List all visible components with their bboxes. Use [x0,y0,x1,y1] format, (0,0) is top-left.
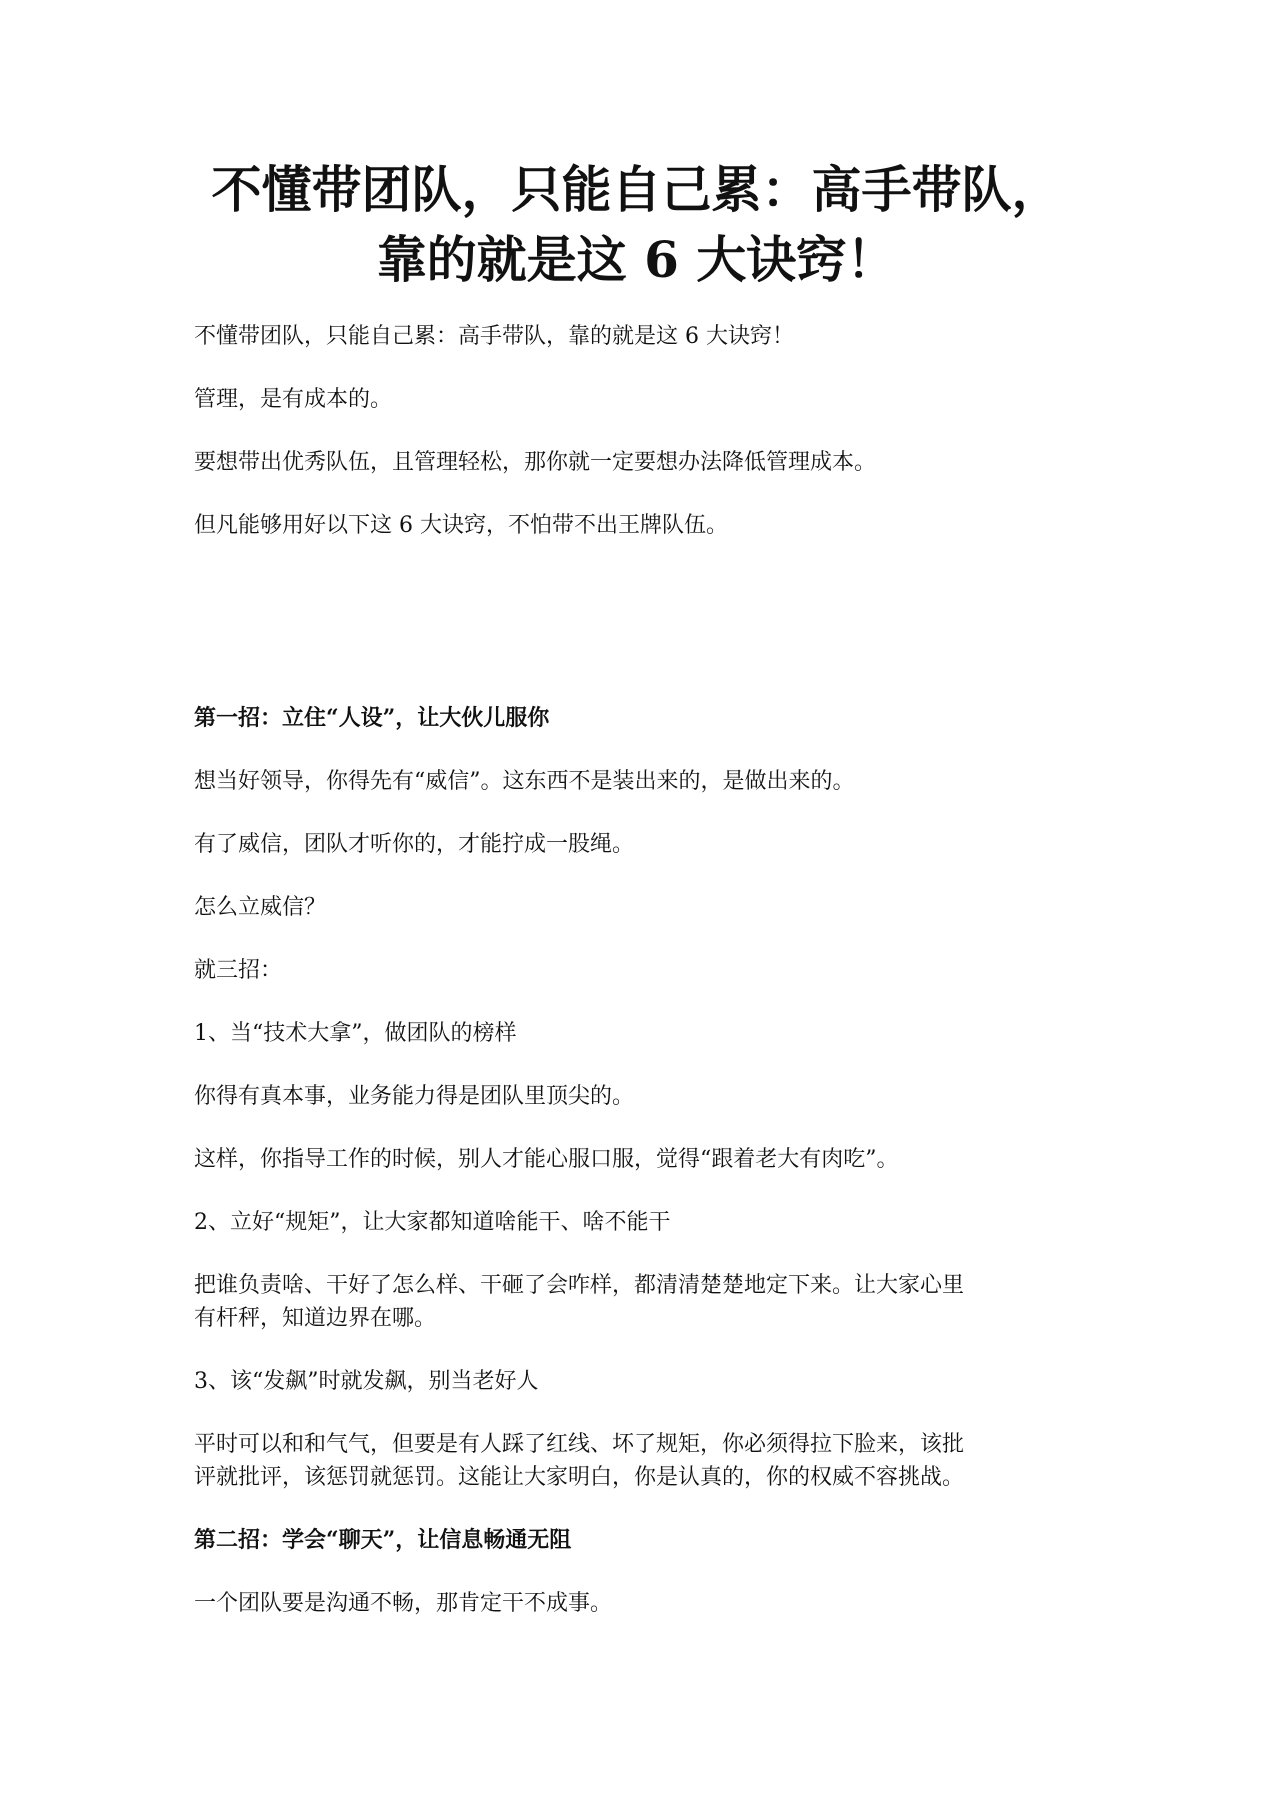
item-3-title: 3、该“发飙”时就发飙，别当老好人 [194,1369,539,1394]
item-2-title: 2、立好“规矩”，让大家都知道啥能干、啥不能干 [194,1210,671,1235]
intro-paragraph-2: 管理，是有成本的。 [194,387,393,412]
item-3-paragraph-line-1: 平时可以和和气气，但要是有人踩了红线、坏了规矩，你必须得拉下脸来，该批 [194,1432,965,1457]
intro-paragraph-4: 但凡能够用好以下这 6 大诀窍，不怕带不出王牌队伍。 [194,513,728,538]
document-title-line-2: 靠的就是这 6 大诀窍！ [376,230,897,289]
section-1-paragraph-3: 怎么立威信？ [194,895,327,920]
section-2-paragraph-1: 一个团队要是沟通不畅，那肯定干不成事。 [194,1591,613,1616]
section-1-paragraph-2: 有了威信，团队才听你的，才能拧成一股绳。 [194,832,635,857]
intro-paragraph-3: 要想带出优秀队伍，且管理轻松，那你就一定要想办法降低管理成本。 [194,450,877,475]
item-2-paragraph-line-1: 把谁负责啥、干好了怎么样、干砸了会咋样，都清清楚楚地定下来。让大家心里 [194,1273,965,1298]
section-2-heading: 第二招：学会“聊天”，让信息畅通无阻 [194,1527,572,1553]
document-title-line-1: 不懂带团队，只能自己累：高手带队， [211,160,1062,219]
intro-paragraph-1: 不懂带团队，只能自己累：高手带队，靠的就是这 6 大诀窍！ [194,324,794,349]
item-2-paragraph-line-2: 有杆秤，知道边界在哪。 [194,1306,437,1331]
section-1-heading: 第一招：立住“人设”，让大伙儿服你 [194,705,550,731]
section-1-paragraph-4: 就三招： [194,958,283,983]
item-1-paragraph-2: 这样，你指导工作的时候，别人才能心服口服，觉得“跟着老大有肉吃”。 [194,1147,899,1172]
section-1-paragraph-1: 想当好领导，你得先有“威信”。这东西不是装出来的，是做出来的。 [194,769,855,794]
item-1-title: 1、当“技术大拿”，做团队的榜样 [194,1021,517,1046]
item-3-paragraph-line-2: 评就批评，该惩罚就惩罚。这能让大家明白，你是认真的，你的权威不容挑战。 [194,1465,965,1490]
item-1-paragraph-1: 你得有真本事，业务能力得是团队里顶尖的。 [194,1084,635,1109]
